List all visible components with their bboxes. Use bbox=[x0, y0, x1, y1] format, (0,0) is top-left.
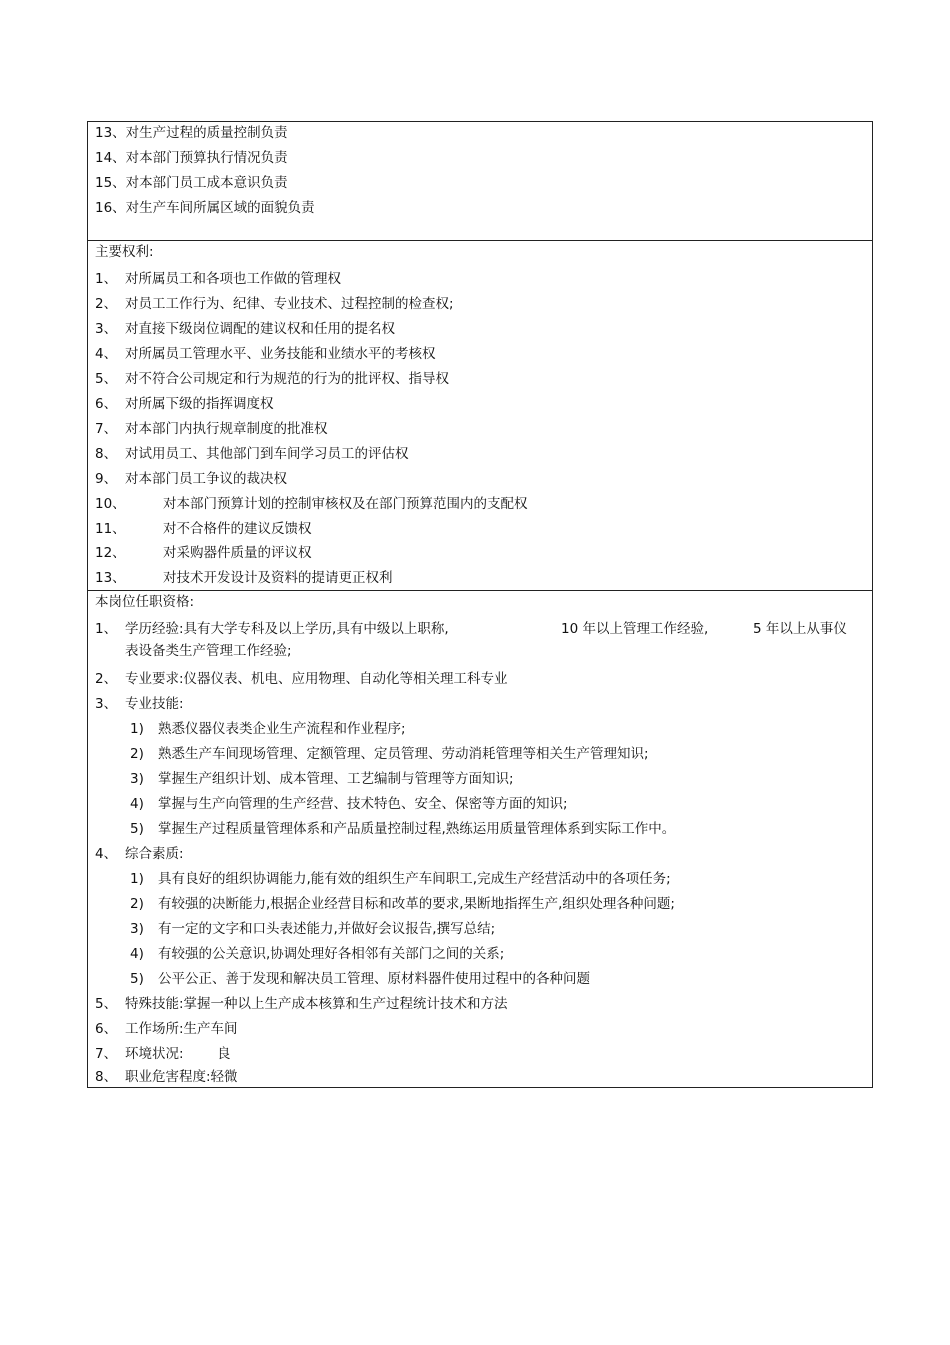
list-item: 13、对生产过程的质量控制负责 bbox=[95, 125, 288, 141]
section-heading: 本岗位任职资格: bbox=[95, 594, 195, 610]
list-item-continuation: 表设备类生产管理工作经验; bbox=[125, 643, 292, 659]
list-item: 16、对生产车间所属区域的面貌负责 bbox=[95, 200, 315, 216]
qualifications-cell: 本岗位任职资格: 1、 学历经验:具有大学专科及以上学历,具有中级以上职称, 10 年以上管理工作经验, 5 年以上从事仪 表设备类生产管理工作经验; 2、 专业要求:仪器仪表、机电、应用物理、自动化等相关理工科专业 3、 专业技能: 1) 熟悉仪器仪表类企业生产流程和作业程序; 2) 熟悉生产车间现场管理、定额管理、定员管理、劳动消耗管理等相关生产管理知识; 3) 掌握生产组织计划、成本管理、工艺编制与管理等方面知识; 4) 掌握与生产向管理的生产经营、技术特色、安全、保密等方面的知识; 5) 掌握生产过程质量管理体系和产品质量控制过程,熟练运用质量管理体系到实际工作中。 4、 综合素质: 1) 具有良好的组织协调能力,能有效的组织生产车间职工,完成生产经营活动中的各项任务; 2) 有较强的决断能力,根据企业经营目标和改革的要求,果断地指挥生产,组织处理各种问题; 3) 有一定的文字和口头表述能力,并做好会议报告,撰写总结; 4) 有较强的公关意识,协调处理好各相邻有关部门之间的关系; 5) 公平公正、善于发现和解决员工管理、原材料器件使用过程中的各种问题 5、 特殊技能:掌握一种以上生产成本核算和生产过程统计技术和方法 6、 工作场所:生产车间 7、 环境状况: 良 8、 职业危害程度:轻微 bbox=[87, 591, 873, 1088]
section-heading: 主要权利: bbox=[95, 244, 154, 260]
responsibilities-cell bbox=[87, 121, 873, 241]
job-description-table bbox=[87, 121, 873, 1088]
list-item: 15、对本部门员工成本意识负责 bbox=[95, 175, 288, 191]
rights-cell: 主要权利: 1、 对所属员工和各项也工作做的管理权 2、 对员工工作行为、纪律、专业技术、过程控制的检查权; 3、 对直接下级岗位调配的建议权和任用的提名权 4、 对所属员工管理水平、业务技能和业绩水平的考核权 5、 对不符合公司规定和行为规范的行为的批评权、指导权 6、 对所属下级的指挥调度权 7、 对本部门内执行规章制度的批准权 8、 对试用员工、其他部门到车间学习员工的评估权 9、 对本部门员工争议的裁决权 10、 对本部门预算计划的控制审核权及在部门预算范围内的支配权 11、 对不合格件的建议反馈权 12、 对采购器件质量的评议权 13、 对技术开发设计及资料的提请更正权利 bbox=[87, 241, 873, 591]
list-item: 14、对本部门预算执行情况负责 bbox=[95, 150, 288, 166]
